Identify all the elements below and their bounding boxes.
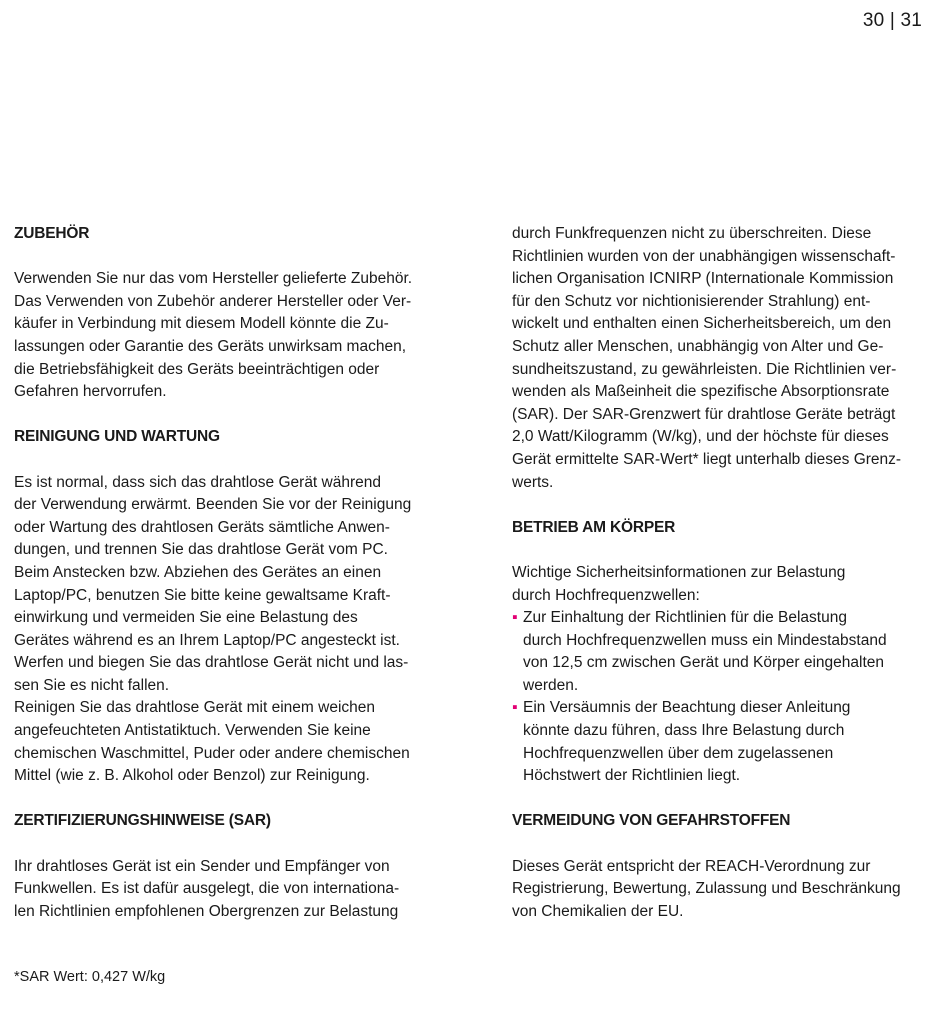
bullet-marker-icon: ▪ bbox=[512, 699, 518, 717]
sar-heading: ZERTIFIZIERUNGSHINWEISE (SAR) bbox=[14, 812, 271, 830]
list-item: ▪ Zur Einhaltung der Richtlinien für die Belastung durch Hochfrequenzwellen muss ein Mindestabstand von 12,5 cm zwischen Gerät und Körper eingehalten werden. bbox=[512, 609, 887, 694]
koerper-heading: BETRIEB AM KÖRPER bbox=[512, 518, 676, 536]
sar-paragraph: Ihr drahtloses Gerät ist ein Sender und Empfänger von Funkwellen. Es ist dafür ausgelegt, die von internationa- len Richtlinien empfohlenen Obergrenzen zur Belastung bbox=[14, 857, 400, 920]
zubehoer-heading: ZUBEHÖR bbox=[14, 225, 90, 242]
page-number: 30 | 31 bbox=[862, 10, 922, 31]
gefahrstoffe-paragraph: Dieses Gerät entspricht der REACH-Verordnung zur Registrierung, Bewertung, Zulassung und Beschränkung von Chemikalien der EU. bbox=[512, 857, 901, 920]
reinigung-paragraph: Es ist normal, dass sich das drahtlose Gerät während der Verwendung erwärmt. Beenden Sie vor der Reinigung oder Wartung des drahtlosen Geräts sämtliche Anwen- dungen, und trennen Sie das drahtlose Gerät vom PC. Beim Anstecken bzw. Abziehen des Gerätes an einen Laptop/PC, benutzen Sie bitte keine gewaltsame Kraft- einwirkung und vermeiden Sie eine Belastung des Gerätes während es an Ihrem Laptop/PC angesteckt ist. Werfen und biegen Sie das drahtlose Gerät nicht und las- sen Sie es nicht fallen. Reinigen Sie das drahtlose Gerät mit einem weichen angefeuchteten Antistatiktuch. Verwenden Sie keine chemischen Waschmittel, Puder oder andere chemischen Mittel (wie z. B. Alkohol oder Benzol) zur Reinigung. bbox=[14, 473, 412, 785]
list-item: ▪ Ein Versäumnis der Beachtung dieser Anleitung könnte dazu führen, dass Ihre Belastung durch Hochfrequenzwellen über dem zugelassenen Höchstwert der Richtlinien liegt. bbox=[512, 699, 851, 785]
sar-footnote: *SAR Wert: 0,427 W/kg bbox=[14, 969, 166, 985]
bullet-marker-icon: ▪ bbox=[512, 609, 518, 627]
gefahrstoffe-heading: VERMEIDUNG VON GEFAHRSTOFFEN bbox=[512, 812, 791, 830]
sar-continued-paragraph: durch Funkfrequenzen nicht zu überschreiten. Diese Richtlinien wurden von der unabhängigen wissenschaft- lichen Organisation ICNIRP (Internationale Kommission für den Schutz vor nichtionisierender Strahlung) ent- wickelt und enthalten einen Sicherheitsbereich, um den Schutz aller Menschen, unabhängig von Alter und Ge- sundheitszustand, zu gewährleisten. Die Richtlinien ver- wenden als Maßeinheit die spezifische Absorptionsrate (SAR). Der SAR-Grenzwert für drahtlose Geräte beträgt 2,0 Watt/Kilogramm (W/kg), und der höchste für dieses Gerät ermittelte SAR-Wert* liegt unterhalb dieses Grenz- werts. bbox=[512, 225, 902, 491]
zubehoer-paragraph: Verwenden Sie nur das vom Hersteller gelieferte Zubehör. Das Verwenden von Zubehör anderer Hersteller oder Ver- käufer in Verbindung mit diesem Modell könnte die Zu- lassungen oder Garantie des Geräts unwirksam machen, die Betriebsfähigkeit des Geräts beeinträchtigen oder Gefahren hervorrufen. bbox=[14, 270, 413, 401]
left-column bbox=[14, 223, 444, 923]
reinigung-heading: REINIGUNG UND WARTUNG bbox=[14, 428, 220, 446]
koerper-intro: Wichtige Sicherheitsinformationen zur Belastung durch Hochfrequenzwellen: bbox=[512, 563, 846, 604]
koerper-bullet-list bbox=[512, 607, 932, 788]
right-column bbox=[512, 223, 932, 923]
